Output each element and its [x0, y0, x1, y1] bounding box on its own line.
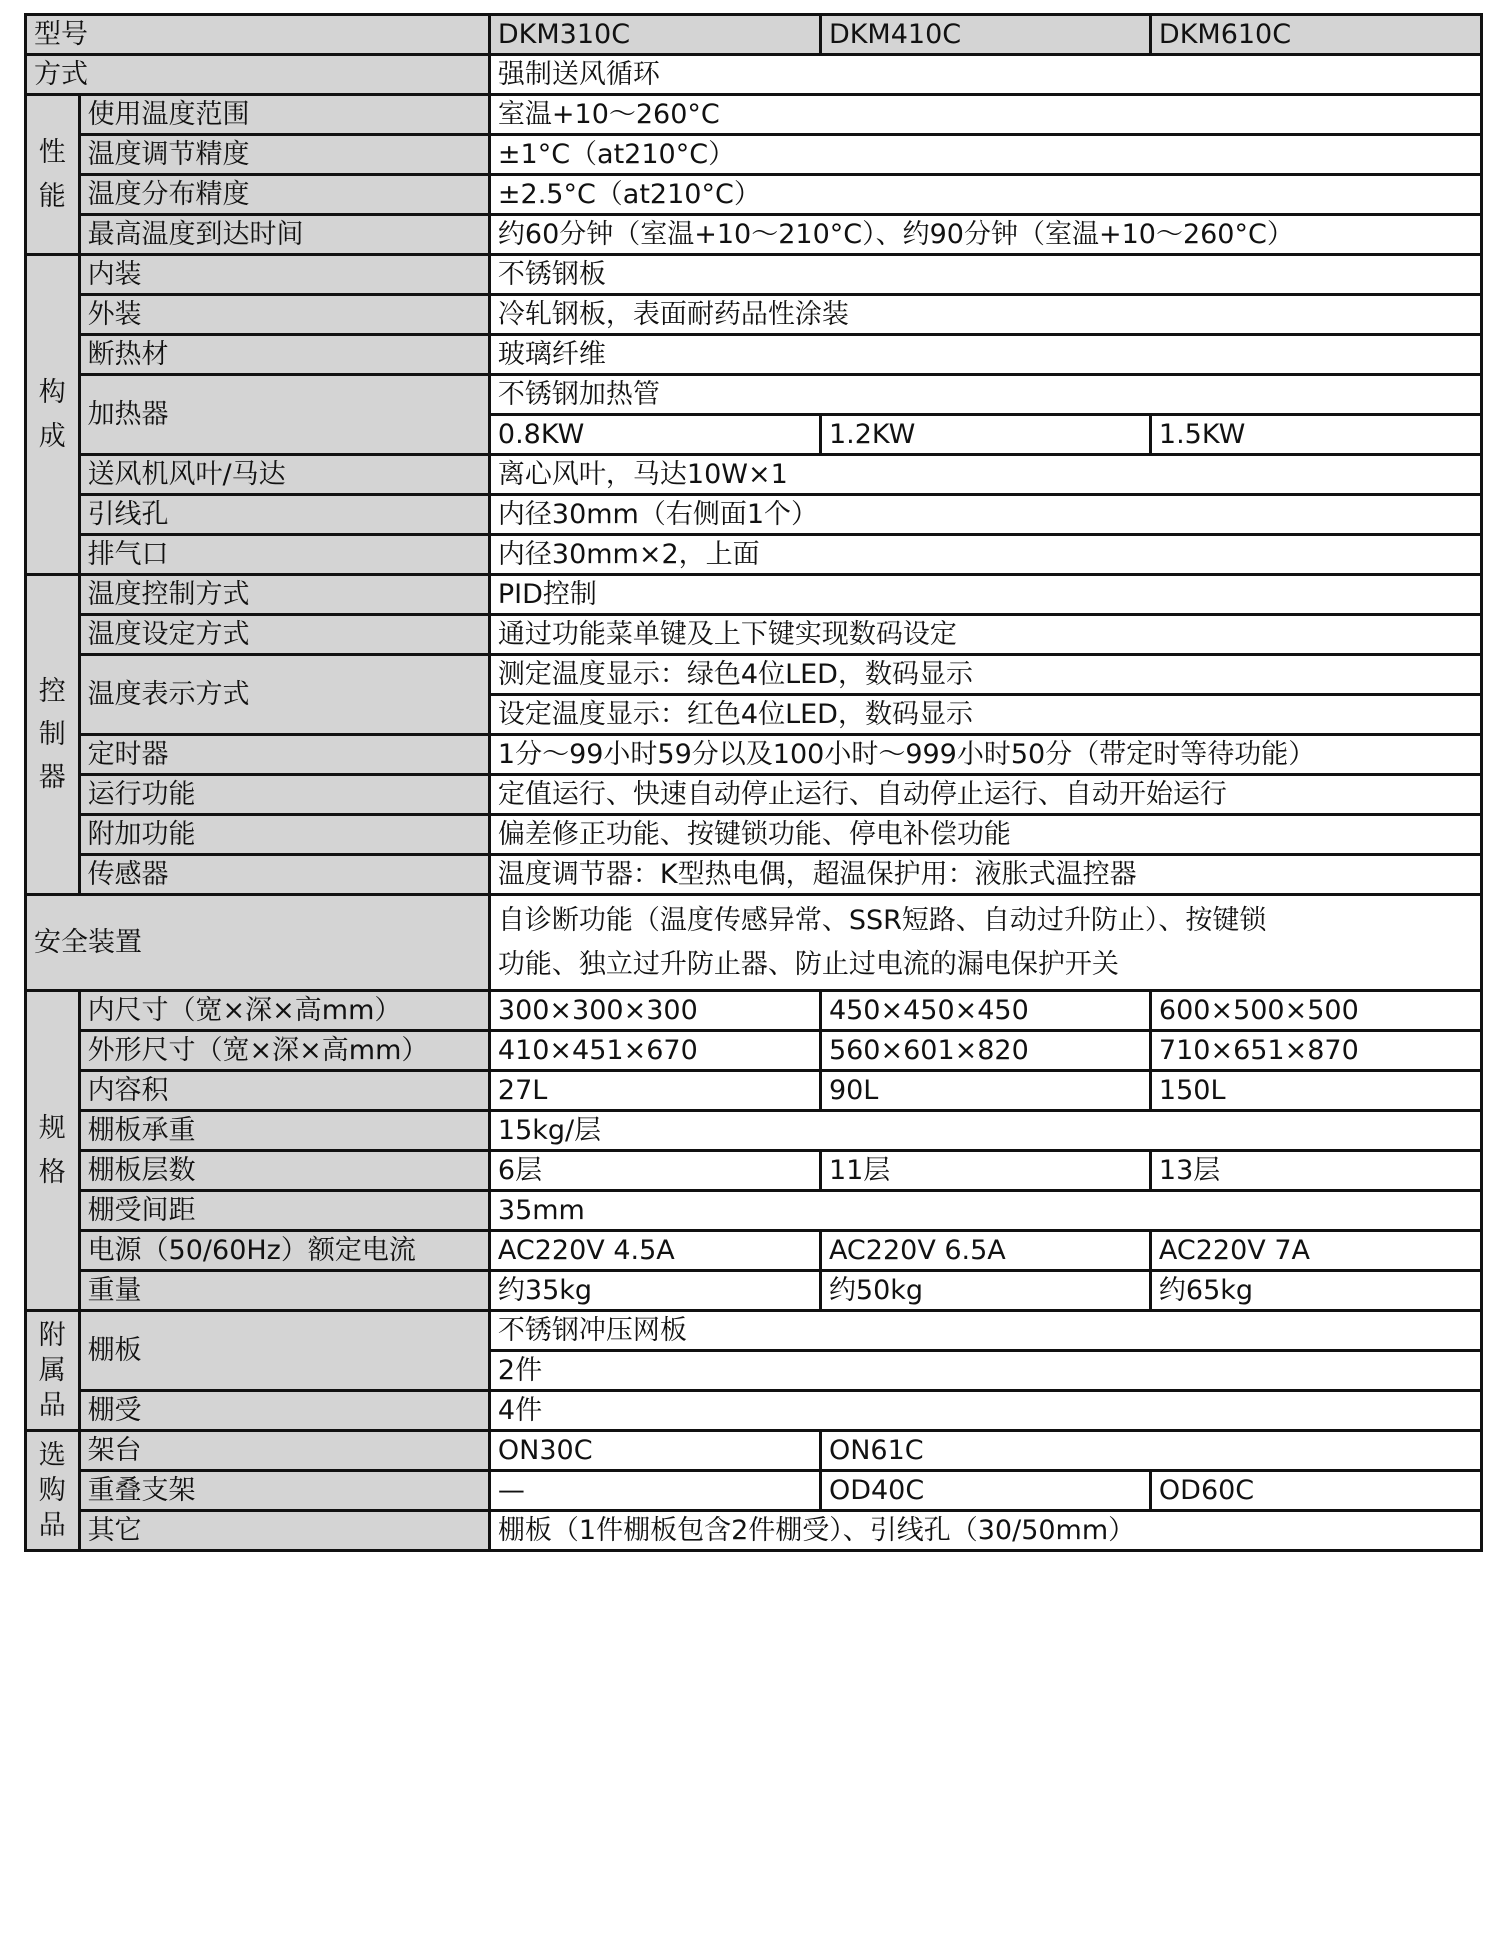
table-row: [26, 1311, 1482, 1351]
row-label: 温度设定方式: [79, 615, 489, 655]
row-value: 冷轧钢板，表面耐药品性涂装: [489, 295, 1481, 335]
table-row: [26, 775, 1482, 815]
row-value: 450×450×450: [820, 991, 1150, 1031]
row-value: 温度调节器：K型热电偶，超温保护用：液胀式温控器: [489, 855, 1481, 895]
row-label: 内尺寸（宽×深×高mm）: [79, 991, 489, 1031]
table-row: [26, 255, 1482, 295]
row-value: —: [489, 1471, 820, 1511]
row-value: 约60分钟（室温+10～210°C）、约90分钟（室温+10～260°C）: [489, 215, 1481, 255]
row-value: 偏差修正功能、按键锁功能、停电补偿功能: [489, 815, 1481, 855]
table-row: [26, 15, 1482, 55]
row-label: 重量: [79, 1271, 489, 1311]
row-value: ON30C: [489, 1431, 820, 1471]
row-label: 使用温度范围: [79, 95, 489, 135]
row-label: 架台: [79, 1431, 489, 1471]
row-label: 外形尺寸（宽×深×高mm）: [79, 1031, 489, 1071]
row-label: 电源（50/60Hz）额定电流: [79, 1231, 489, 1271]
table-row: [26, 855, 1482, 895]
row-value: 内径30mm×2，上面: [489, 535, 1481, 575]
table-row: [26, 815, 1482, 855]
row-value: 300×300×300: [489, 991, 820, 1031]
row-value: 不锈钢冲压网板: [489, 1311, 1481, 1351]
row-value: 设定温度显示：红色4位LED，数码显示: [489, 695, 1481, 735]
row-label: 最高温度到达时间: [79, 215, 489, 255]
category-specs: 规 格: [26, 991, 80, 1311]
row-value: 11层: [820, 1151, 1150, 1191]
table-row: [26, 215, 1482, 255]
table-row: [26, 1231, 1482, 1271]
row-label: 定时器: [79, 735, 489, 775]
table-row: [26, 295, 1482, 335]
table-row: [26, 575, 1482, 615]
heater-power-dkm410c: 1.2KW: [820, 415, 1150, 455]
table-row: [26, 1071, 1482, 1111]
category-construction: 构 成: [26, 255, 80, 575]
row-value: 6层: [489, 1151, 820, 1191]
row-label: 附加功能: [79, 815, 489, 855]
table-row: [26, 175, 1482, 215]
row-value: AC220V 4.5A: [489, 1231, 820, 1271]
row-value: 90L: [820, 1071, 1150, 1111]
row-value: 通过功能菜单键及上下键实现数码设定: [489, 615, 1481, 655]
row-value: 150L: [1150, 1071, 1481, 1111]
row-label: 断热材: [79, 335, 489, 375]
row-value: 约65kg: [1150, 1271, 1481, 1311]
row-label: 运行功能: [79, 775, 489, 815]
method-value: 强制送风循环: [489, 55, 1481, 95]
table-row: [26, 1391, 1482, 1431]
row-label: 棚受间距: [79, 1191, 489, 1231]
row-value: 1分～99小时59分以及100小时～999小时50分（带定时等待功能）: [489, 735, 1481, 775]
table-row: [26, 615, 1482, 655]
row-value: 600×500×500: [1150, 991, 1481, 1031]
row-label: 其它: [79, 1511, 489, 1551]
table-row: [26, 375, 1482, 415]
table-row: [26, 95, 1482, 135]
category-performance: 性 能: [26, 95, 80, 255]
model-dkm410c: DKM410C: [820, 15, 1150, 55]
row-label: 温度表示方式: [79, 655, 489, 735]
heater-power-dkm310c: 0.8KW: [489, 415, 820, 455]
table-row: [26, 1431, 1482, 1471]
row-value: 棚板（1件棚板包含2件棚受）、引线孔（30/50mm）: [489, 1511, 1481, 1551]
row-label: 棚板承重: [79, 1111, 489, 1151]
row-value: 约35kg: [489, 1271, 820, 1311]
spec-table: [24, 13, 1483, 1552]
row-label: 温度分布精度: [79, 175, 489, 215]
model-dkm610c: DKM610C: [1150, 15, 1481, 55]
row-label: 棚板层数: [79, 1151, 489, 1191]
row-label: 加热器: [79, 375, 489, 455]
row-value: AC220V 6.5A: [820, 1231, 1150, 1271]
category-options: 选 购 品: [26, 1431, 80, 1551]
table-row: [26, 1191, 1482, 1231]
row-value: 410×451×670: [489, 1031, 820, 1071]
table-row: [26, 535, 1482, 575]
row-value: OD40C: [820, 1471, 1150, 1511]
heater-power-dkm610c: 1.5KW: [1150, 415, 1481, 455]
model-header-label: 型号: [26, 15, 490, 55]
row-value: 560×601×820: [820, 1031, 1150, 1071]
row-value: 定值运行、快速自动停止运行、自动停止运行、自动开始运行: [489, 775, 1481, 815]
table-row: [26, 1151, 1482, 1191]
row-value: 2件: [489, 1351, 1481, 1391]
row-label: 传感器: [79, 855, 489, 895]
row-value: 玻璃纤维: [489, 335, 1481, 375]
table-row: [26, 135, 1482, 175]
row-value: 15kg/层: [489, 1111, 1481, 1151]
row-label: 棚板: [79, 1311, 489, 1391]
safety-value: 自诊断功能（温度传感异常、SSR短路、自动过升防止）、按键锁 功能、独立过升防止器、防止过电流的漏电保护开关: [489, 895, 1481, 991]
model-dkm310c: DKM310C: [489, 15, 820, 55]
table-row: [26, 991, 1482, 1031]
table-row: [26, 335, 1482, 375]
table-row: [26, 1111, 1482, 1151]
table-row: [26, 455, 1482, 495]
table-row: [26, 1031, 1482, 1071]
safety-label: 安全装置: [26, 895, 490, 991]
row-value: 4件: [489, 1391, 1481, 1431]
row-label: 温度调节精度: [79, 135, 489, 175]
table-row: [26, 1471, 1482, 1511]
row-value: 测定温度显示：绿色4位LED，数码显示: [489, 655, 1481, 695]
row-value: 不锈钢加热管: [489, 375, 1481, 415]
table-row: [26, 895, 1482, 991]
row-label: 送风机风叶/马达: [79, 455, 489, 495]
row-value: 室温+10～260°C: [489, 95, 1481, 135]
row-value: 离心风叶，马达10W×1: [489, 455, 1481, 495]
row-label: 棚受: [79, 1391, 489, 1431]
table-row: [26, 1511, 1482, 1551]
row-value: ±1°C（at210°C）: [489, 135, 1481, 175]
category-accessories: 附 属 品: [26, 1311, 80, 1431]
row-value: 27L: [489, 1071, 820, 1111]
row-label: 重叠支架: [79, 1471, 489, 1511]
row-label: 引线孔: [79, 495, 489, 535]
row-label: 排气口: [79, 535, 489, 575]
table-row: [26, 495, 1482, 535]
row-label: 温度控制方式: [79, 575, 489, 615]
row-label: 内装: [79, 255, 489, 295]
table-row: [26, 655, 1482, 695]
row-value: PID控制: [489, 575, 1481, 615]
row-value: 35mm: [489, 1191, 1481, 1231]
row-value: 710×651×870: [1150, 1031, 1481, 1071]
table-row: [26, 1271, 1482, 1311]
row-value: 不锈钢板: [489, 255, 1481, 295]
row-value: 13层: [1150, 1151, 1481, 1191]
table-row: [26, 735, 1482, 775]
method-label: 方式: [26, 55, 490, 95]
row-label: 外装: [79, 295, 489, 335]
row-value: ±2.5°C（at210°C）: [489, 175, 1481, 215]
row-value: ON61C: [820, 1431, 1481, 1471]
row-value: 内径30mm（右侧面1个）: [489, 495, 1481, 535]
row-value: OD60C: [1150, 1471, 1481, 1511]
row-value: 约50kg: [820, 1271, 1150, 1311]
category-controller: 控 制 器: [26, 575, 80, 895]
table-row: [26, 55, 1482, 95]
row-label: 内容积: [79, 1071, 489, 1111]
row-value: AC220V 7A: [1150, 1231, 1481, 1271]
